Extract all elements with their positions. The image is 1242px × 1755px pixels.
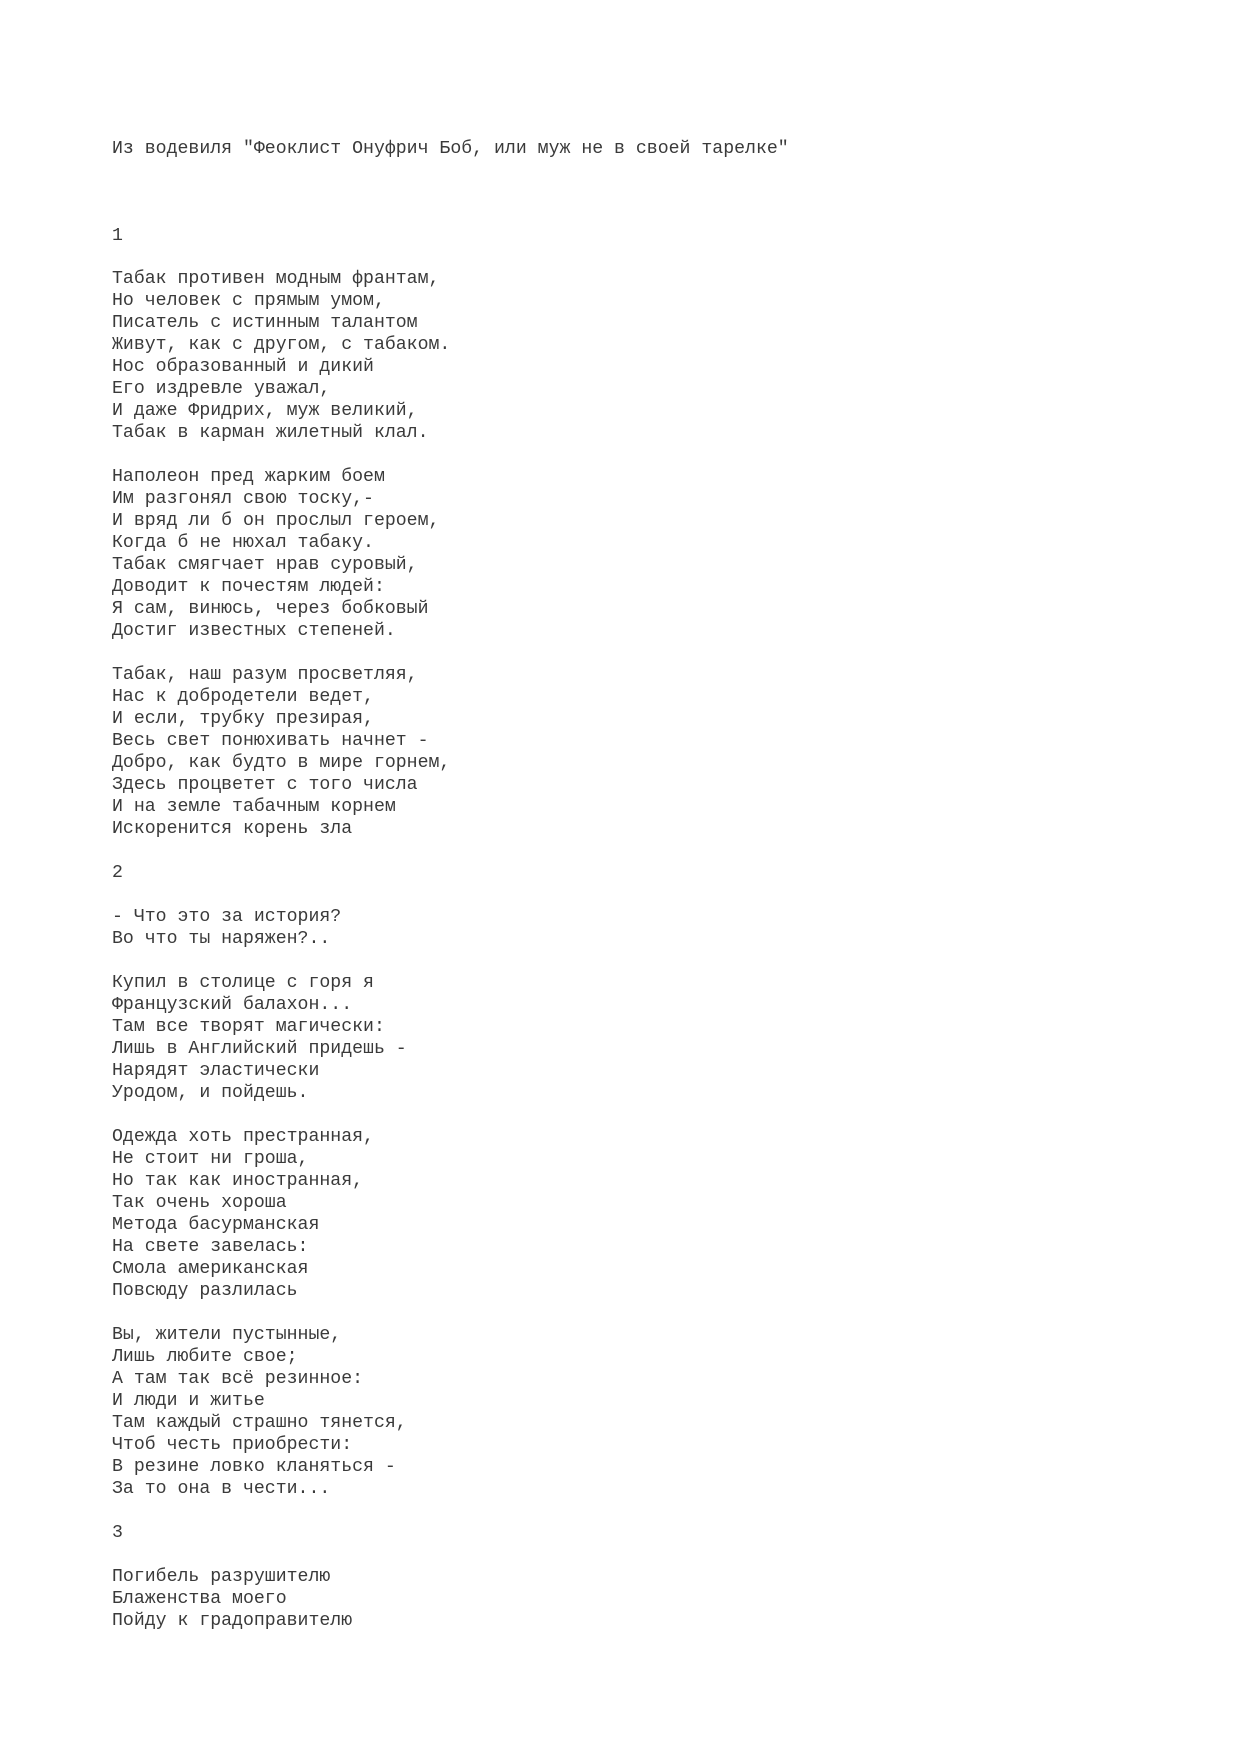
verse-line: Метода басурманская: [112, 1215, 320, 1235]
verse-line: Когда б не нюхал табаку.: [112, 533, 374, 553]
verse-line: Писатель с истинным талантом: [112, 313, 418, 333]
verse-line: На свете завелась:: [112, 1237, 309, 1257]
verse-line: В резине ловко кланяться -: [112, 1457, 396, 1477]
verse-line: А там так всё резинное:: [112, 1369, 364, 1389]
verse-line: - Что это за история?: [112, 907, 342, 927]
verse-line: Блаженства моего: [112, 1589, 287, 1609]
verse-line: Им разгонял свою тоску,-: [112, 489, 374, 509]
verse-line: Доводит к почестям людей:: [112, 577, 385, 597]
verse-line: Не стоит ни гроша,: [112, 1149, 309, 1169]
verse-line: Лишь в Английский придешь -: [112, 1039, 407, 1059]
verse-line: Повсюду разлилась: [112, 1281, 298, 1301]
verse-line: Пойду к градоправителю: [112, 1611, 353, 1631]
verse-line: Весь свет понюхивать начнет -: [112, 731, 429, 751]
section-number-2: 2: [112, 863, 123, 883]
verse-line: Добро, как будто в мире горнем,: [112, 753, 451, 773]
verse-line: Но человек с прямым умом,: [112, 291, 385, 311]
verse-line: Уродом, и пойдешь.: [112, 1083, 309, 1103]
section-number-3: 3: [112, 1523, 123, 1543]
verse-line: Там каждый страшно тянется,: [112, 1413, 407, 1433]
verse-line: И на земле табачным корнем: [112, 797, 396, 817]
verse-line: Лишь любите свое;: [112, 1347, 298, 1367]
verse-line: Нарядят эластически: [112, 1061, 320, 1081]
verse-line: И люди и житье: [112, 1391, 265, 1411]
verse-line: Табак, наш разум просветляя,: [112, 665, 418, 685]
verse-line: Я сам, винюсь, через бобковый: [112, 599, 429, 619]
verse-line: Нос образованный и дикий: [112, 357, 374, 377]
verse-line: Одежда хоть престранная,: [112, 1127, 374, 1147]
verse-line: И если, трубку презирая,: [112, 709, 374, 729]
verse-line: Так очень хороша: [112, 1193, 287, 1213]
verse-line: Вы, жители пустынные,: [112, 1325, 342, 1345]
verse-line: Здесь процветет с того числа: [112, 775, 418, 795]
verse-line: Там все творят магически:: [112, 1017, 385, 1037]
verse-line: Табак смягчает нрав суровый,: [112, 555, 418, 575]
verse-line: Живут, как с другом, с табаком.: [112, 335, 451, 355]
verse-line: Смола американская: [112, 1259, 309, 1279]
verse-line: Табак противен модным франтам,: [112, 269, 440, 289]
verse-line: Наполеон пред жарким боем: [112, 467, 385, 487]
verse-line: Нас к добродетели ведет,: [112, 687, 374, 707]
verse-line: Во что ты наряжен?..: [112, 929, 331, 949]
verse-line: Искоренится корень зла: [112, 819, 353, 839]
verse-line: И даже Фридрих, муж великий,: [112, 401, 418, 421]
verse-line: Но так как иностранная,: [112, 1171, 364, 1191]
document-body: [112, 0, 1212, 1631]
verse-line: И вряд ли б он прослыл героем,: [112, 511, 440, 531]
verse-line: Его издревле уважал,: [112, 379, 331, 399]
verse-line: Табак в карман жилетный клал.: [112, 423, 429, 443]
verse-line: Чтоб честь приобрести:: [112, 1435, 353, 1455]
verse-line: За то она в чести...: [112, 1479, 331, 1499]
verse-line: Купил в столице с горя я: [112, 973, 374, 993]
document-title: Из водевиля "Феоклист Онуфрич Боб, или муж не в своей тарелке": [112, 139, 789, 159]
verse-line: Французский балахон...: [112, 995, 353, 1015]
section-number-1: 1: [112, 226, 123, 246]
verse-line: Достиг известных степеней.: [112, 621, 396, 641]
verse-line: Погибель разрушителю: [112, 1567, 331, 1587]
